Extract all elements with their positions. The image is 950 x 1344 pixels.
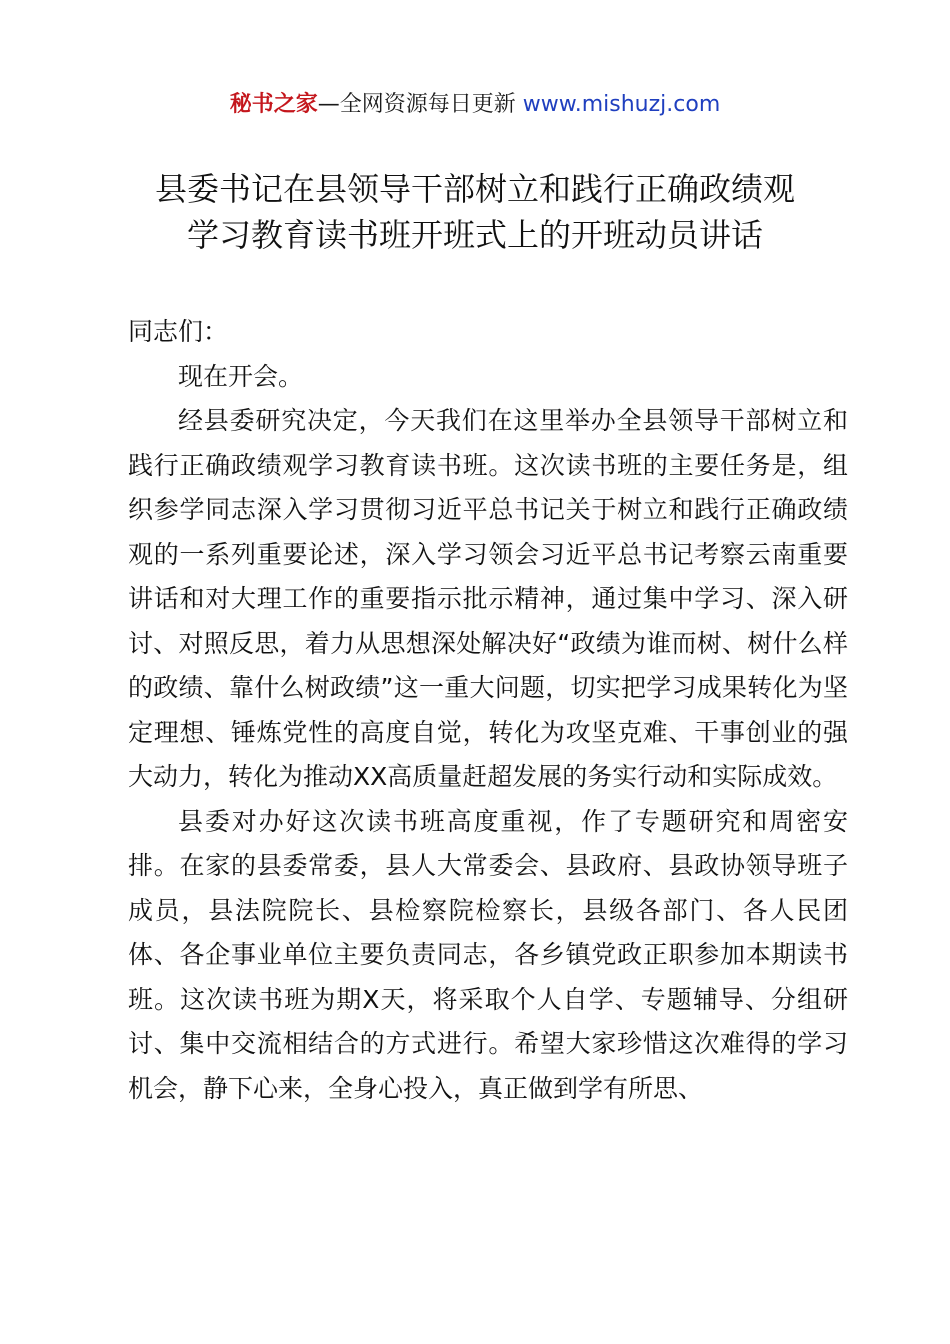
title-line-2: 学习教育读书班开班式上的开班动员讲话 [186,216,763,254]
salutation: 同志们： [128,317,229,346]
header-tagline: —全网资源每日更新 [317,92,523,117]
paragraph: 经县委研究决定，今天我们在这里举办全县领导干部树立和践行正确政绩观学习教育读书班。这次读书班的主要任务是，组织参学同志深入学习贯彻习近平总书记关于树立和践行正确政绩观的一系列重要论述，深入学习领会习近平总书记考察云南重要讲话和对大理工作的重要指示批示精神，通过集中学习、深入研讨、对照反思，着力从思想深处解决好“政绩为谁而树、树什么样的政绩、靠什么树政绩”这一重大问题，切实把学习成果转化为坚定理想、锤炼党性的高度自觉，转化为攻坚克难、干事创业的强大动力，转化为推动XX高质量赶超发展的务实行动和实际成效。 [128,406,848,791]
brand-name: 秘书之家 [229,92,318,117]
site-header [0,88,950,122]
document-title [60,166,890,258]
paragraph: 现在开会。 [178,361,304,391]
paragraph: 县委对办好这次读书班高度重视，作了专题研究和周密安排。在家的县委常委，县人大常委会、县政府、县政协领导班子成员，县法院院长、县检察院检察长，县级各部门、各人民团体、各企事业单位主要负责同志，各乡镇党政正职参加本期读书班。这次读书班为期X天，将采取个人自学、专题辅导、分组研讨、集中交流相结合的方式进行。希望大家珍惜这次难得的学习机会，静下心来，全身心投入，真正做到学有所思、 [128,806,848,1103]
site-url-link[interactable]: www.mishuzj.com [522,92,721,117]
title-line-1: 县委书记在县领导干部树立和践行正确政绩观 [154,170,795,208]
document-body [128,310,848,1111]
